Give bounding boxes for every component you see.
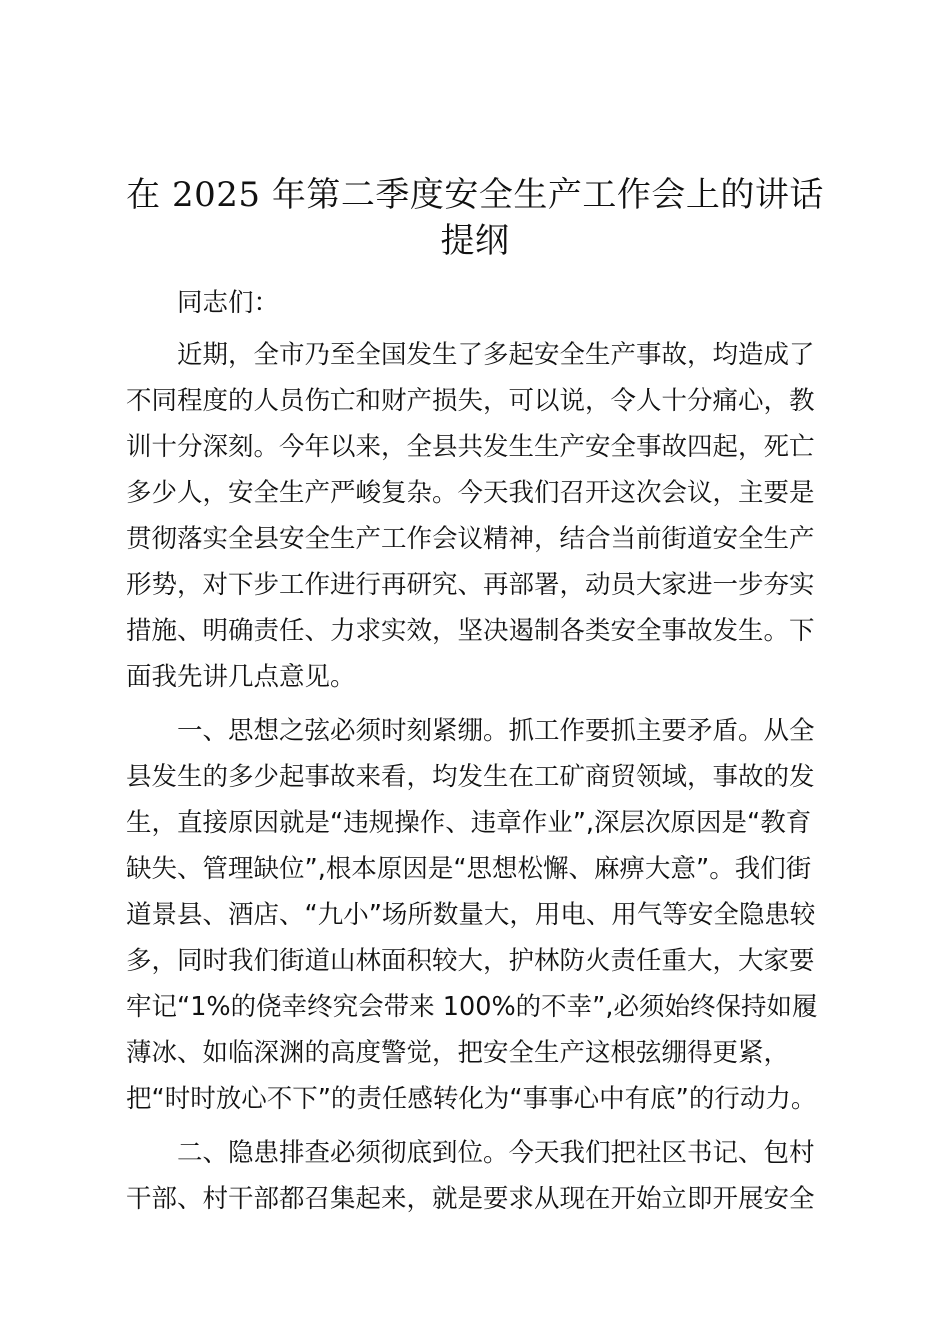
paragraph-line: 一、思想之弦必须时刻紧绷。抓工作要抓主要矛盾。从全 [177,716,815,746]
salutation [126,280,822,326]
paragraph-line: 牢记“1%的侥幸终究会带来 100%的不幸”,必须始终保持如履 [126,992,818,1022]
paragraph-line: 干部、村干部都召集起来，就是要求从现在开始立即开展安全 [126,1184,815,1214]
paragraph-line: 措施、明确责任、力求实效，坚决遏制各类安全事故发生。下 [126,616,815,646]
paragraph-line: 近期，全市乃至全国发生了多起安全生产事故，均造成了 [177,340,815,370]
paragraph-line: 生，直接原因就是“违规操作、违章作业”,深层次原因是“教育 [126,808,812,838]
paragraph-section-1 [126,708,822,1122]
title-line-1: 在 2025 年第二季度安全生产工作会上的讲话 [126,175,824,215]
paragraph-line: 县发生的多少起事故来看，均发生在工矿商贸领域，事故的发 [126,762,815,792]
paragraph-line: 面我先讲几点意见。 [126,662,356,692]
paragraph-line: 不同程度的人员伤亡和财产损失，可以说，令人十分痛心，教 [126,386,815,416]
paragraph-intro [126,332,822,700]
paragraph-line: 二、隐患排查必须彻底到位。今天我们把社区书记、包村 [177,1138,815,1168]
paragraph-line: 贯彻落实全县安全生产工作会议精神，结合当前街道安全生产 [126,524,815,554]
paragraph-line: 多少人，安全生产严峻复杂。今天我们召开这次会议，主要是 [126,478,815,508]
paragraph-section-2 [126,1130,822,1222]
paragraph-line: 缺失、管理缺位”,根本原因是“思想松懈、麻痹大意”。我们街 [126,854,812,884]
salutation-text: 同志们： [177,288,280,318]
paragraph-line: 把“时时放心不下”的责任感转化为“事事心中有底”的行动力。 [126,1084,817,1114]
document-title [120,172,830,264]
paragraph-line: 多，同时我们街道山林面积较大，护林防火责任重大，大家要 [126,946,815,976]
title-line-2: 提纲 [440,221,510,261]
paragraph-line: 道景县、酒店、“九小”场所数量大，用电、用气等安全隐患较 [126,900,816,930]
paragraph-line: 薄冰、如临深渊的高度警觉，把安全生产这根弦绷得更紧， [126,1038,790,1068]
paragraph-line: 训十分深刻。今年以来，全县共发生生产安全事故四起，死亡 [126,432,815,462]
document-body [126,280,822,1222]
paragraph-line: 形势，对下步工作进行再研究、再部署，动员大家进一步夯实 [126,570,815,600]
